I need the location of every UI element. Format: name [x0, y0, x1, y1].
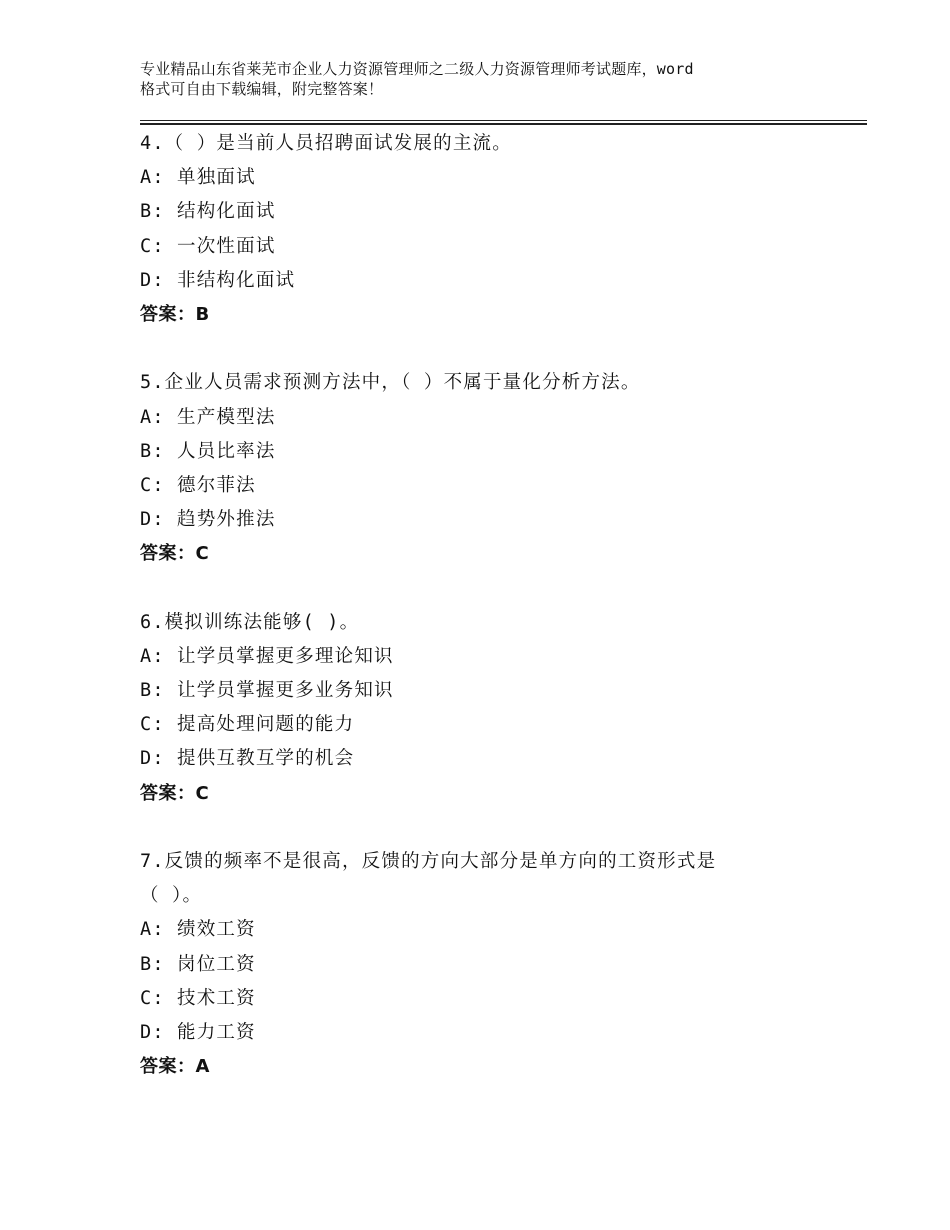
- question-stem: 5.企业人员需求预测方法中，（ ）不属于量化分析方法。: [140, 372, 641, 394]
- question-list: [140, 127, 840, 1084]
- question-5: [140, 366, 840, 571]
- question-6: [140, 606, 840, 811]
- option-c: C: 提高处理问题的能力: [140, 714, 355, 736]
- question-stem-continued: （ ）。: [140, 885, 203, 907]
- question-stem: 6.模拟训练法能够( )。: [140, 611, 360, 633]
- question-spacer: [140, 332, 840, 366]
- answer-label: 答案：C: [140, 543, 210, 565]
- question-spacer: [140, 571, 840, 605]
- option-d: D: 趋势外推法: [140, 509, 276, 531]
- option-d: D: 能力工资: [140, 1021, 256, 1043]
- option-a: A: 生产模型法: [140, 406, 276, 428]
- option-a: A: 让学员掌握更多理论知识: [140, 645, 394, 667]
- question-4: [140, 127, 840, 332]
- question-7: [140, 845, 840, 1084]
- answer-label: 答案：B: [140, 303, 210, 325]
- option-a: A: 绩效工资: [140, 919, 256, 941]
- header-line-2: 格式可自由下载编辑，附完整答案！: [140, 80, 384, 98]
- question-stem: 7.反馈的频率不是很高，反馈的方向大部分是单方向的工资形式是: [140, 850, 717, 872]
- option-c: C: 德尔菲法: [140, 474, 256, 496]
- option-c: C: 一次性面试: [140, 235, 276, 257]
- option-a: A: 单独面试: [140, 167, 256, 189]
- page-header: [140, 59, 830, 99]
- option-c: C: 技术工资: [140, 987, 256, 1009]
- header-divider-thick: [140, 123, 867, 125]
- option-b: B: 人员比率法: [140, 440, 276, 462]
- header-line-1: 专业精品山东省莱芜市企业人力资源管理师之二级人力资源管理师考试题库，word: [140, 60, 694, 78]
- header-divider-thin: [140, 120, 867, 121]
- option-b: B: 让学员掌握更多业务知识: [140, 680, 394, 701]
- answer-label: 答案：A: [140, 1056, 210, 1078]
- option-d: D: 提供互教互学的机会: [140, 748, 355, 770]
- option-b: B: 岗位工资: [140, 953, 256, 975]
- question-spacer: [140, 811, 840, 845]
- question-stem: 4.（ ）是当前人员招聘面试发展的主流。: [140, 133, 512, 154]
- answer-label: 答案：C: [140, 782, 210, 804]
- option-b: B: 结构化面试: [140, 201, 276, 223]
- option-d: D: 非结构化面试: [140, 269, 296, 291]
